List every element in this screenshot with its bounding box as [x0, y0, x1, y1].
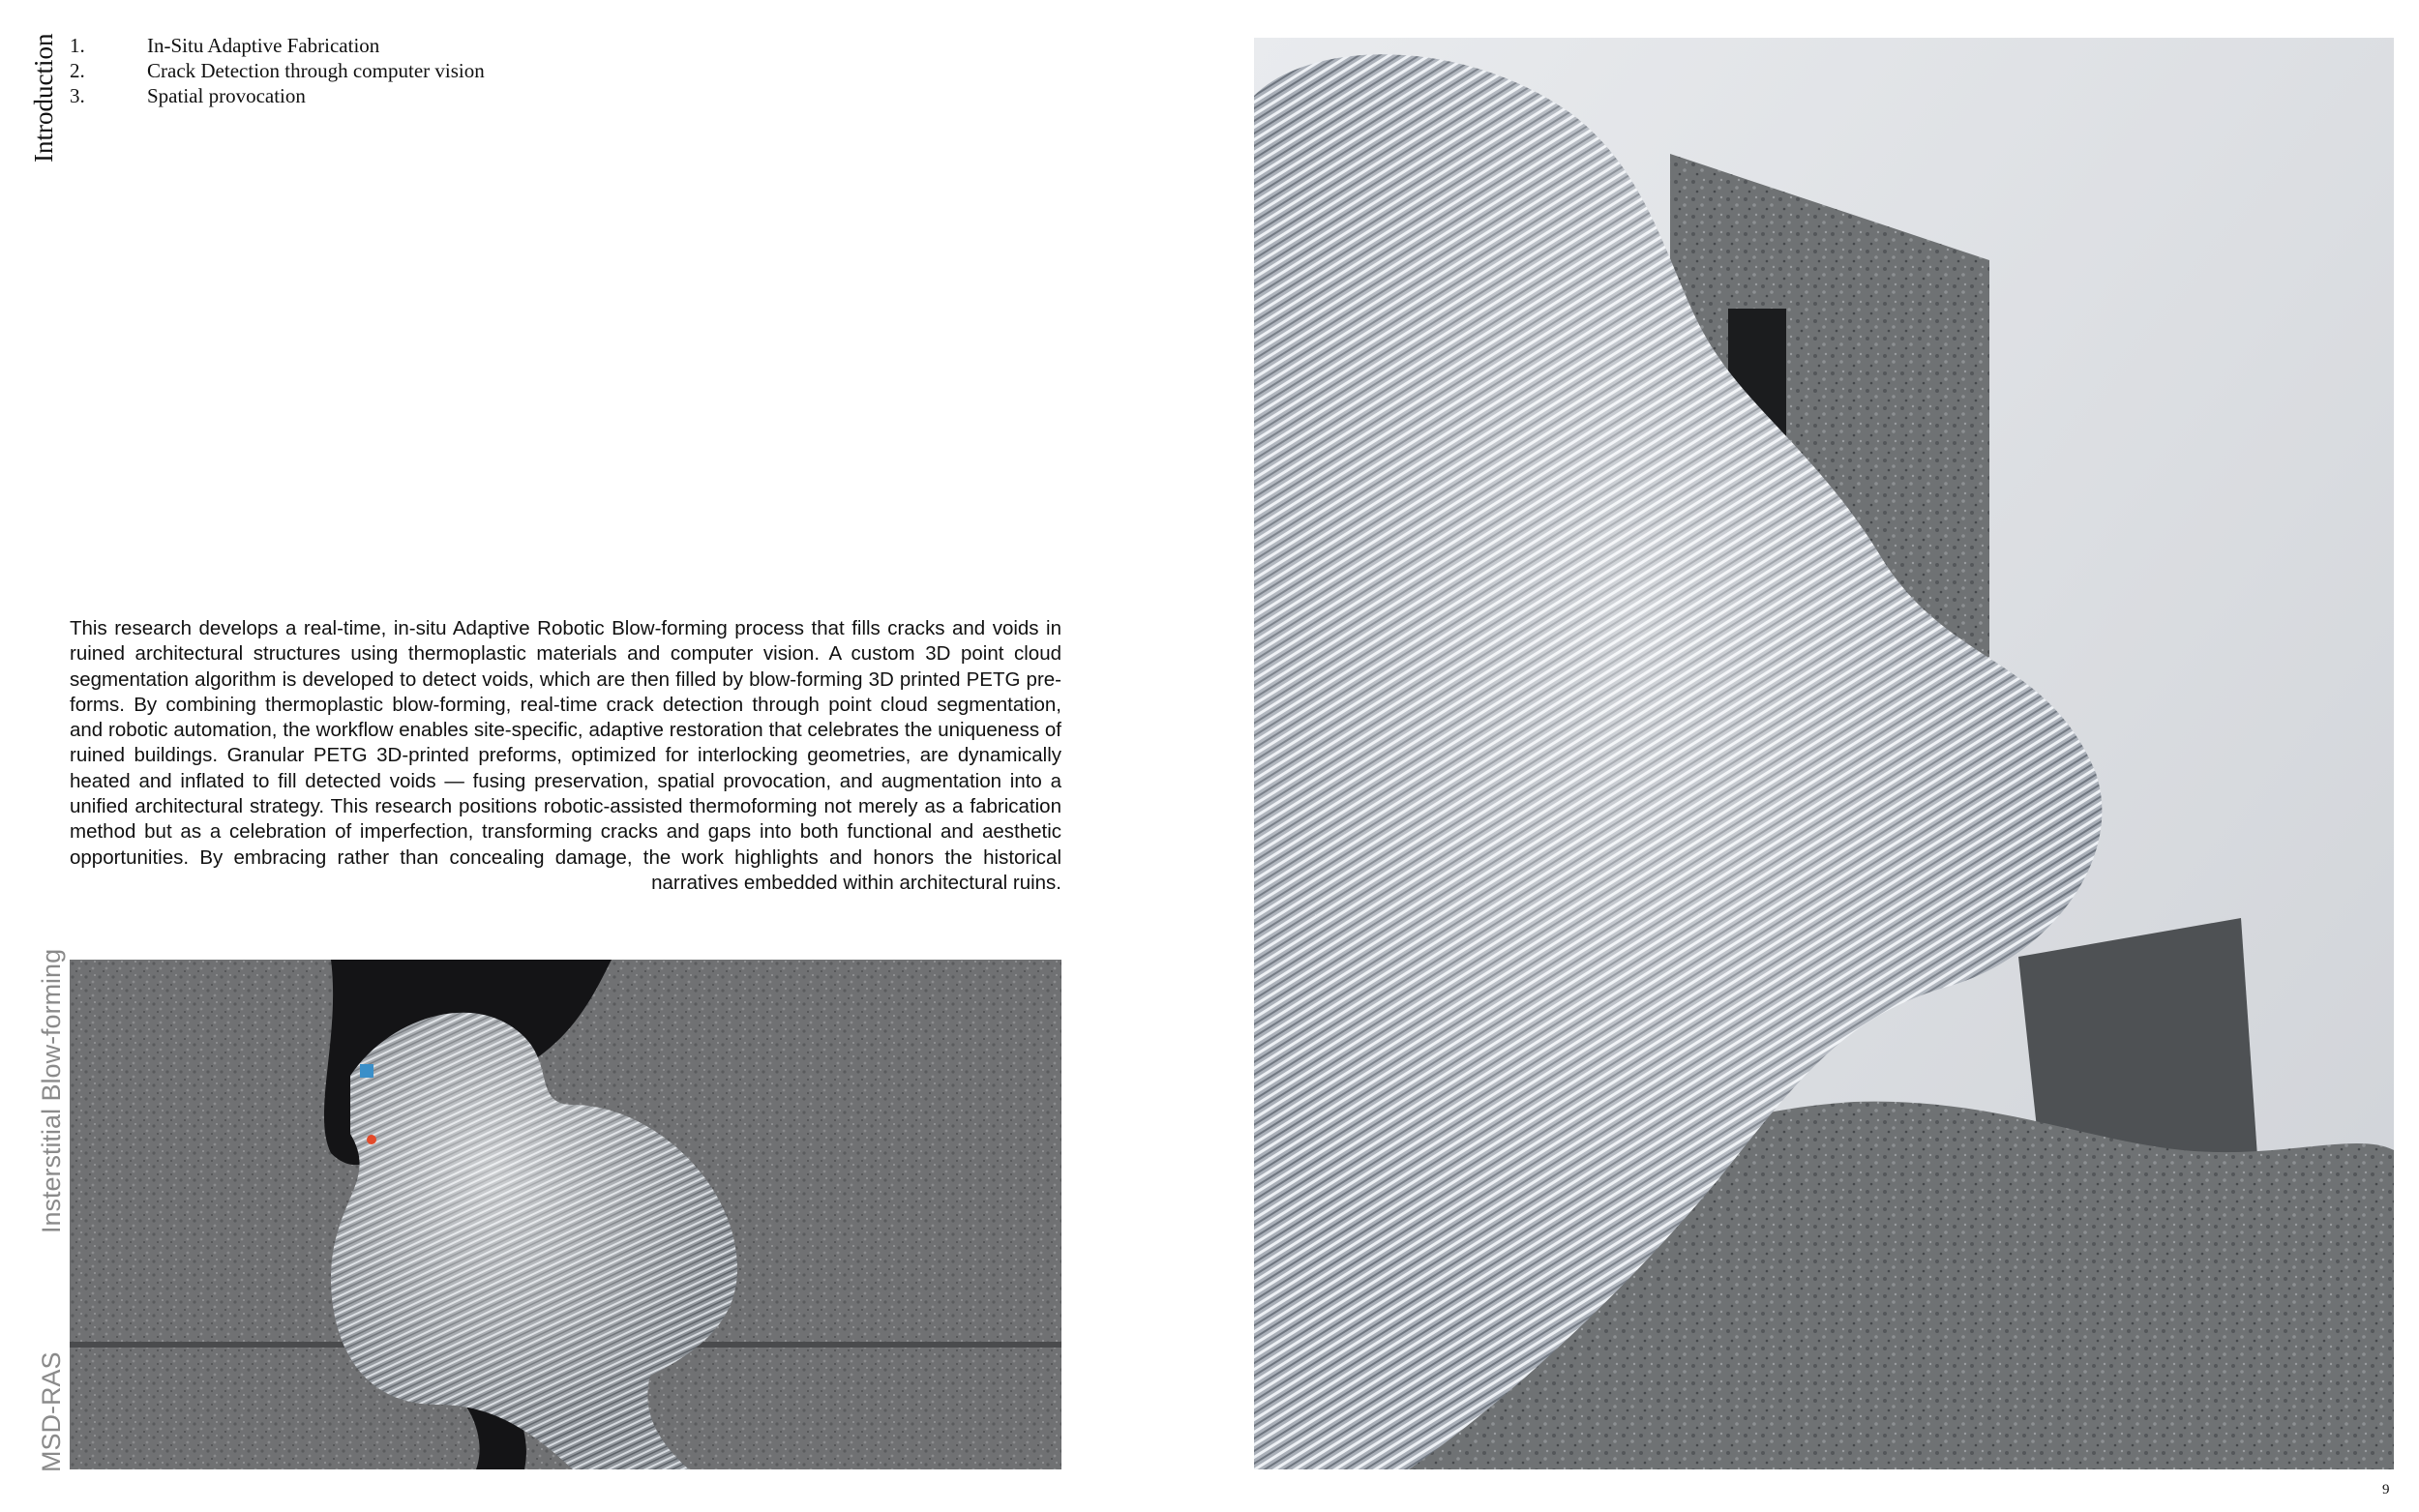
toc-item-title: Crack Detection through computer vision [147, 59, 485, 82]
toc-item-title: In-Situ Adaptive Fabrication [147, 34, 380, 57]
section-title: Introduction [29, 33, 58, 163]
program-side-label: MSD-RAS [37, 1351, 66, 1472]
table-of-contents [70, 33, 485, 108]
blowform-closeup-illustration [1254, 38, 2394, 1469]
toc-item-number: 2. [70, 59, 85, 82]
toc-item-number: 1. [70, 34, 85, 57]
page-number: 9 [2382, 1482, 2390, 1497]
blowform-closeup-photo [1254, 38, 2394, 1469]
toc-item-number: 3. [70, 84, 85, 107]
toc-item-title: Spatial provocation [147, 84, 306, 107]
blowform-in-crack-photo [70, 960, 1061, 1469]
toc-item [70, 58, 485, 83]
abstract-paragraph: This research develops a real-time, in-situ Adaptive Robotic Blow-forming process that fills cracks and voids in ruined architectural structures using thermoplastic materials and computer vision. A custom 3D point cloud segmentation algorithm is developed to detect voids, which are then filled by blow-forming 3D printed PETG pre-forms. By combining thermoplastic blow-forming, real-time crack detection through point cloud segmentation, and robotic automation, the workflow enables site-specific, adaptive restoration that celebrates the uniqueness of ruined buildings. Granular PETG 3D-printed preforms, optimized for interlocking geometries, are dynamically heated and inflated to fill detected voids — fusing preservation, spatial provocation, and augmentation into a unified architectural strategy. This research positions robotic-assisted thermoforming not merely as a fabrication method but as a celebration of imperfection, transforming cracks and gaps into both functional and aesthetic opportunities. By embracing rather than concealing damage, the work highlights and honors the historical narratives embedded within architectural ruins. [70, 617, 1061, 894]
toc-item [70, 33, 485, 58]
blowform-in-crack-illustration [70, 960, 1061, 1469]
project-side-label: Insterstitial Blow-forming [37, 948, 66, 1233]
toc-item [70, 83, 485, 108]
